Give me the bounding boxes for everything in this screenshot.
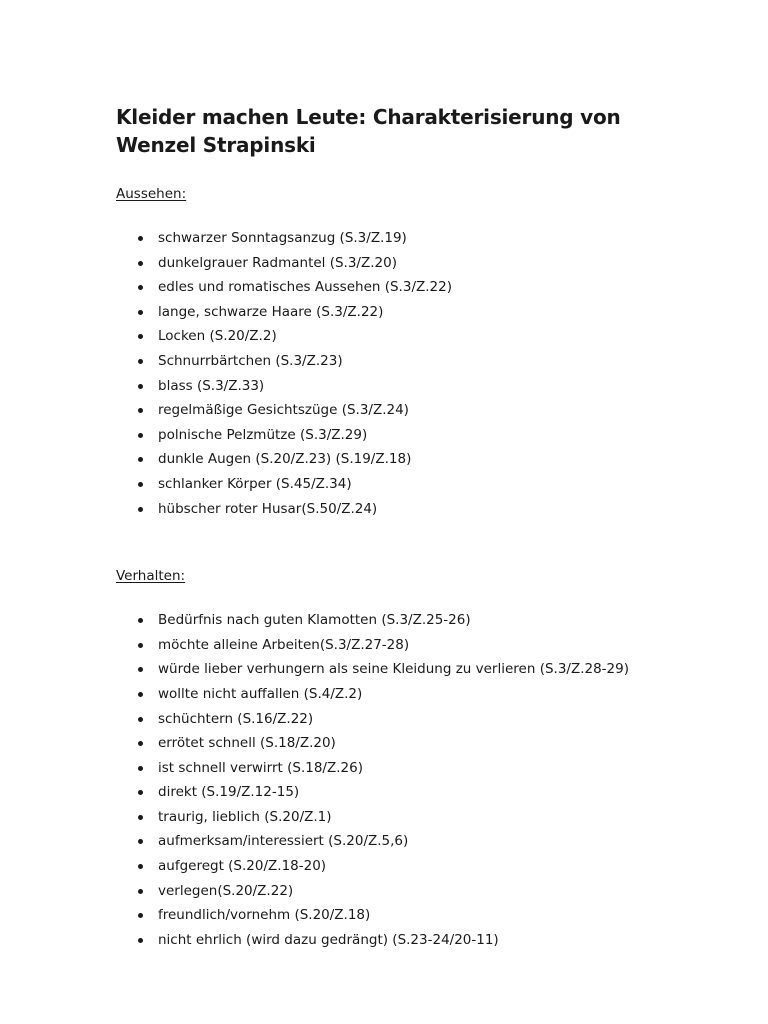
list-item: schlanker Körper (S.45/Z.34) [116, 472, 676, 497]
bullet-icon [138, 766, 143, 771]
bullet-icon [138, 815, 143, 820]
bullet-icon [138, 741, 143, 746]
bullet-icon [138, 507, 143, 512]
list-item: Locken (S.20/Z.2) [116, 324, 676, 349]
bullet-icon [138, 839, 143, 844]
list-item: freundlich/vornehm (S.20/Z.18) [116, 903, 676, 928]
list-item: Bedürfnis nach guten Klamotten (S.3/Z.25-26) [116, 608, 676, 633]
list-item: ist schnell verwirrt (S.18/Z.26) [116, 756, 676, 781]
section-heading-aussehen: Aussehen: [116, 186, 187, 202]
document-title: Kleider machen Leute: Charakterisierung von Wenzel Strapinski [116, 105, 621, 157]
section-aussehen [116, 185, 676, 521]
list-item: hübscher roter Husar(S.50/Z.24) [116, 497, 676, 522]
list-item: polnische Pelzmütze (S.3/Z.29) [116, 423, 676, 448]
bullet-icon [138, 408, 143, 413]
document-page [116, 103, 676, 952]
list-item: schwarzer Sonntagsanzug (S.3/Z.19) [116, 226, 676, 251]
bullet-icon [138, 618, 143, 623]
verhalten-list [116, 608, 676, 952]
list-item: direkt (S.19/Z.12-15) [116, 780, 676, 805]
bullet-icon [138, 285, 143, 290]
list-item: regelmäßige Gesichtszüge (S.3/Z.24) [116, 398, 676, 423]
bullet-icon [138, 236, 143, 241]
list-item: dunkle Augen (S.20/Z.23) (S.19/Z.18) [116, 447, 676, 472]
bullet-icon [138, 692, 143, 697]
bullet-icon [138, 310, 143, 315]
list-item: lange, schwarze Haare (S.3/Z.22) [116, 300, 676, 325]
list-item: schüchtern (S.16/Z.22) [116, 707, 676, 732]
bullet-icon [138, 717, 143, 722]
bullet-icon [138, 864, 143, 869]
bullet-icon [138, 790, 143, 795]
aussehen-list [116, 226, 676, 521]
bullet-icon [138, 433, 143, 438]
list-item: verlegen(S.20/Z.22) [116, 879, 676, 904]
list-item: errötet schnell (S.18/Z.20) [116, 731, 676, 756]
bullet-icon [138, 384, 143, 389]
list-item: traurig, lieblich (S.20/Z.1) [116, 805, 676, 830]
list-item: aufgeregt (S.20/Z.18-20) [116, 854, 676, 879]
list-item: blass (S.3/Z.33) [116, 374, 676, 399]
list-item: Schnurrbärtchen (S.3/Z.23) [116, 349, 676, 374]
list-item: dunkelgrauer Radmantel (S.3/Z.20) [116, 251, 676, 276]
list-item: aufmerksam/interessiert (S.20/Z.5,6) [116, 829, 676, 854]
bullet-icon [138, 334, 143, 339]
bullet-icon [138, 457, 143, 462]
bullet-icon [138, 482, 143, 487]
list-item: nicht ehrlich (wird dazu gedrängt) (S.23-24/20-11) [116, 928, 676, 953]
list-item: wollte nicht auffallen (S.4/Z.2) [116, 682, 676, 707]
section-verhalten [116, 567, 676, 952]
bullet-icon [138, 359, 143, 364]
list-item: edles und romatisches Aussehen (S.3/Z.22) [116, 275, 676, 300]
list-item: möchte alleine Arbeiten(S.3/Z.27-28) [116, 633, 676, 658]
bullet-icon [138, 643, 143, 648]
bullet-icon [138, 913, 143, 918]
list-item: würde lieber verhungern als seine Kleidung zu verlieren (S.3/Z.28-29) [116, 657, 676, 682]
bullet-icon [138, 938, 143, 943]
bullet-icon [138, 889, 143, 894]
section-heading-verhalten: Verhalten: [116, 568, 186, 585]
bullet-icon [138, 667, 143, 672]
bullet-icon [138, 261, 143, 266]
